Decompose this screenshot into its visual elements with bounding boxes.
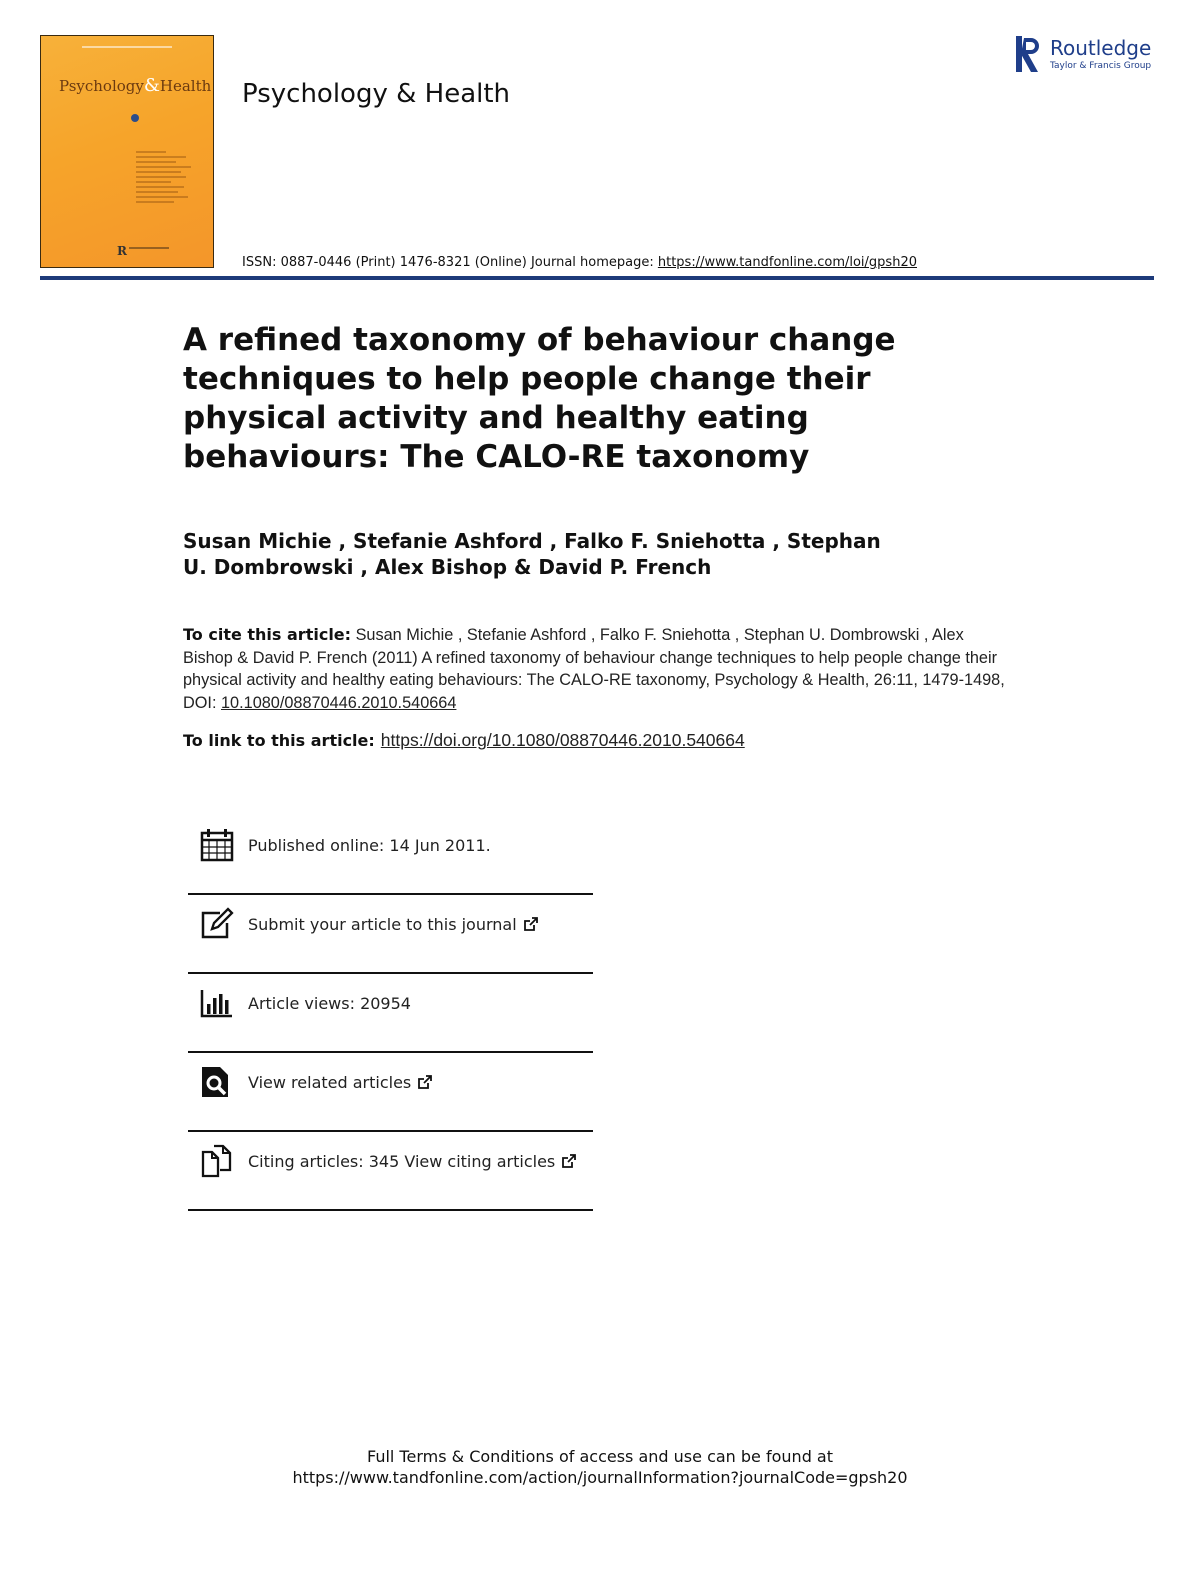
- article-authors: Susan Michie , Stefanie Ashford , Falko F. Sniehotta , Stephan U. Dombrowski , Alex Bishop & David P. French: [183, 529, 881, 579]
- copy-documents-icon: [200, 1144, 234, 1178]
- cover-publisher-logo: R: [117, 244, 177, 256]
- external-link-icon: [523, 916, 539, 932]
- cover-title-part2: Health: [159, 77, 212, 95]
- edit-icon: [200, 907, 234, 941]
- cover-title: [59, 75, 212, 96]
- article-views-row: [188, 974, 593, 1053]
- journal-title: Psychology & Health: [242, 79, 511, 109]
- citing-articles-link[interactable]: Citing articles: 345 View citing articles: [248, 1152, 556, 1171]
- cover-header-band: [41, 46, 213, 50]
- link-label: To link to this article:: [183, 731, 375, 750]
- submit-article-link[interactable]: Submit your article to this journal: [248, 915, 517, 934]
- issn-line: [242, 255, 917, 270]
- footer-terms-url[interactable]: https://www.tandfonline.com/action/journalInformation?journalCode=gpsh20: [292, 1468, 908, 1487]
- related-articles-link[interactable]: View related articles: [248, 1073, 412, 1092]
- citing-articles-row[interactable]: [188, 1132, 593, 1211]
- publisher-logo: [1014, 34, 1164, 74]
- bar-chart-icon: [200, 986, 234, 1020]
- external-link-icon: [417, 1074, 433, 1090]
- cover-badge-icon: [131, 114, 139, 122]
- publisher-subtitle: Taylor & Francis Group: [1050, 61, 1152, 71]
- header-divider: [40, 276, 1154, 280]
- cite-text: Susan Michie , Stefanie Ashford , Falko F. Sniehotta , Stephan U. Dombrowski , Alex Bishop & David P. French (2011) A refined taxonomy of behaviour change techniques to help people change their physical activity and healthy eating behaviours: The CALO-RE taxonomy, Psychology & Health, 26:11, 1479-1498, DOI:: [183, 626, 1005, 712]
- published-row: [188, 816, 593, 895]
- journal-homepage-link[interactable]: https://www.tandfonline.com/loi/gpsh20: [657, 255, 917, 270]
- published-date: Published online: 14 Jun 2011.: [248, 836, 491, 855]
- cite-doi-link[interactable]: 10.1080/08870446.2010.540664: [221, 693, 457, 712]
- external-link-icon: [561, 1153, 577, 1169]
- cover-title-amp: &: [143, 75, 160, 96]
- cover-title-part1: Psychology: [59, 77, 144, 95]
- document-search-icon: [200, 1065, 234, 1099]
- article-link-line: [183, 730, 745, 751]
- issn-text: ISSN: 0887-0446 (Print) 1476-8321 (Online) Journal homepage:: [242, 255, 658, 270]
- footer: [0, 1446, 1200, 1488]
- publisher-name: Routledge: [1050, 36, 1152, 60]
- related-articles-row[interactable]: [188, 1053, 593, 1132]
- article-views: Article views: 20954: [248, 994, 411, 1013]
- journal-cover-thumbnail: [40, 35, 214, 268]
- article-info-list: [188, 816, 593, 1211]
- citation-block: [183, 624, 1013, 714]
- article-doi-link[interactable]: https://doi.org/10.1080/08870446.2010.540664: [380, 730, 745, 750]
- calendar-icon: [200, 828, 234, 862]
- footer-terms-text: Full Terms & Conditions of access and use can be found at: [366, 1447, 834, 1466]
- cite-label: To cite this article:: [183, 625, 352, 644]
- submit-article-row[interactable]: [188, 895, 593, 974]
- routledge-r-icon: [1014, 34, 1044, 74]
- article-title: A refined taxonomy of behaviour change techniques to help people change their physical activity and healthy eating behaviours: The CALO-RE taxonomy: [183, 322, 896, 475]
- cover-contents-lines: [136, 148, 206, 206]
